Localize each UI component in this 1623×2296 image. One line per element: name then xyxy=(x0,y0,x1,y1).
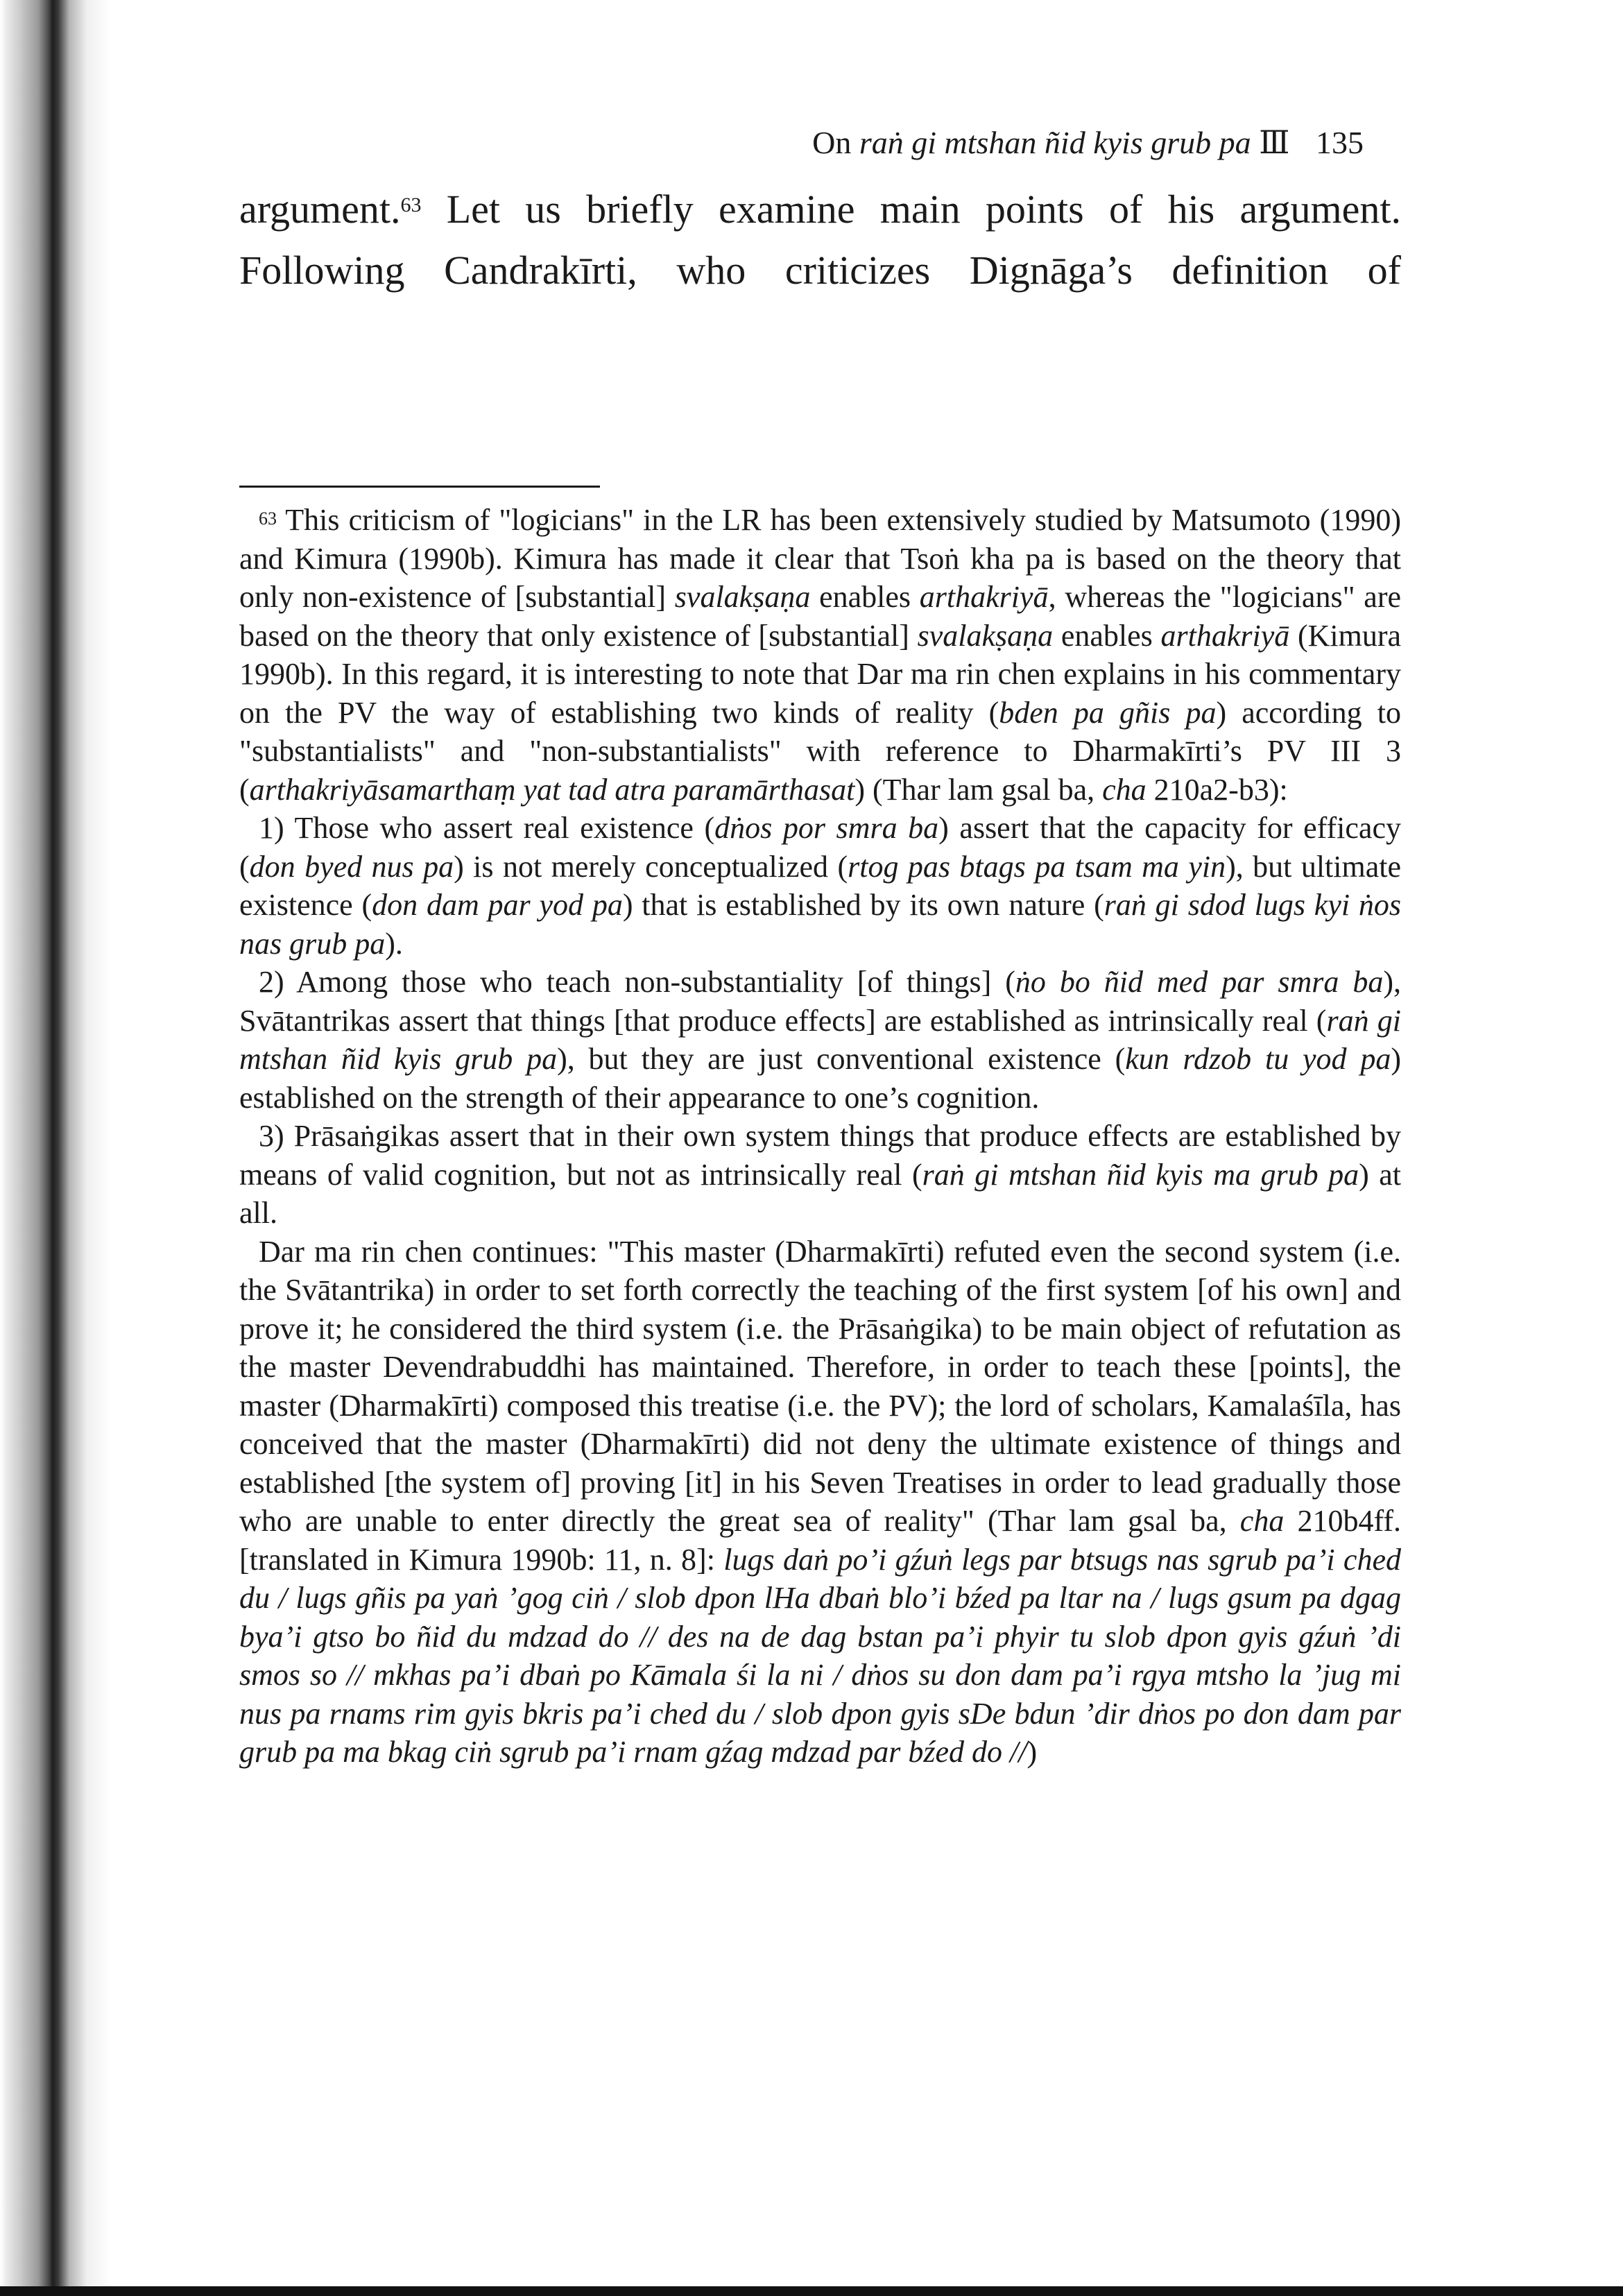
footnote-item-3: 3) Prāsaṅgikas assert that in their own system things that produce effects are established by means of valid cognition, but not as intrinsically real (raṅ gi mtshan ñid kyis ma grub pa) at all. xyxy=(239,1119,1402,1230)
page-bottom-edge xyxy=(0,2286,1623,2296)
running-head xyxy=(763,123,1364,161)
body-line-1a: argument. xyxy=(239,187,401,232)
body-line-2: Following Candrakīrti, who criticizes Dignāga’s definition of xyxy=(239,248,1401,293)
italic-term: raṅ gi sdod lugs kyi ṅos nas grub pa xyxy=(239,888,1402,961)
footnote-item-1: 1) Those who assert real existence (dṅos por smra ba) assert that the capacity for efficacy (don byed nus pa) is not merely conceptualized (rtog pas btags pa tsam ma yin), but ultimate existence (don dam par yod pa) that is established by its own nature (raṅ gi sdod lugs kyi ṅos nas grub pa). xyxy=(239,811,1402,961)
italic-term: arthakriyāsamarthaṃ yat tad atra paramārthasat xyxy=(249,772,855,807)
italic-term: ṅo bo ñid med par smra ba xyxy=(1015,965,1384,999)
italic-term: cha xyxy=(1239,1504,1285,1538)
italic-term: rtog pas btags pa tsam ma yin xyxy=(848,849,1226,884)
italic-term: bden pa gñis pa xyxy=(999,695,1217,730)
italic-term: don dam par yod pa xyxy=(372,888,623,922)
italic-term: cha xyxy=(1102,772,1147,807)
footnote-number: 63 xyxy=(259,508,277,529)
running-head-prefix: On xyxy=(812,125,852,160)
scan-binding-shadow xyxy=(0,0,111,2296)
italic-term: raṅ gi mtshan ñid kyis ma grub pa xyxy=(922,1157,1359,1192)
footnote-continuation: Dar ma rin chen continues: "This master (Dharmakīrti) refuted even the second system (i.e. the Svātantrika) in order to set forth correctly the teaching of the first system [of his own] and prove it; he considered the third system (i.e. the Prāsaṅgika) to be main object of refutation as the master Devendrabuddhi has maintained. Therefore, in order to teach these [points], the master (Dharmakīrti) composed this treatise (i.e. the PV); the lord of scholars, Kamalaśīla, has conceived that the master (Dharmakīrti) did not deny the ultimate existence of things and established [the system of] proving [it] in his Seven Treatises in order to lead gradually those who are unable to enter directly the great sea of reality" (Thar lam gsal ba, cha 210b4ff. [translated in Kimura 1990b: 11, n. 8]: lugs daṅ po’i gźuṅ legs par btsugs nas sgrub pa’i ched du / lugs gñis pa yaṅ ’gog ciṅ / slob dpon lHa dbaṅ blo’i bźed pa ltar na / lugs gsum pa dgag bya’i gtso bo ñid du mdzad do // des na de dag bstan pa’i phyir tu slob dpon gyis gźuṅ ’di smos so // mkhas pa’i dbaṅ po Kāmala śi la ni / dṅos su don dam pa’i rgya mtsho la ’jug mi nus pa rnams rim gyis bkris pa’i ched du / slob dpon gyis sDe bdun ’dir dṅos po don dam par grub pa ma bkag ciṅ sgrub pa’i rnam gźag mdzad par bźed do //) xyxy=(239,1234,1402,1769)
italic-term: lugs daṅ po’i gźuṅ legs par btsugs nas sgrub pa’i ched du / lugs gñis pa yaṅ ’gog ciṅ / slob dpon lHa dbaṅ blo’i bźed pa ltar na / lugs gsum pa dgag bya’i gtso bo ñid du mdzad do // des na de dag bstan pa’i phyir tu slob dpon gyis gźuṅ ’di smos so // mkhas pa’i dbaṅ po Kāmala śi la ni / dṅos su don dam pa’i rgya mtsho la ’jug mi nus pa rnams rim gyis bkris pa’i ched du / slob dpon gyis sDe bdun ’dir dṅos po don dam par grub pa ma bkag ciṅ sgrub pa’i rnam gźag mdzad par bźed do // xyxy=(239,1542,1401,1769)
italic-term: kun rdzob tu yod pa xyxy=(1125,1042,1391,1076)
footnote-paragraph xyxy=(239,501,1401,809)
main-body-text xyxy=(239,179,1401,301)
italic-term: dṅos por smra ba xyxy=(714,811,939,845)
italic-term: don byed nus pa xyxy=(249,849,454,884)
italic-term: arthakriyā xyxy=(1160,618,1290,653)
italic-term: arthakriyā xyxy=(919,580,1049,614)
italic-term: raṅ gi mtshan ñid kyis grub pa xyxy=(239,1003,1401,1076)
body-line-1b: Let us briefly examine main points of his argument. xyxy=(421,187,1401,232)
italic-term: svalakṣaṇa xyxy=(917,618,1054,653)
footnote-divider xyxy=(239,486,600,488)
italic-term: svalakṣaṇa xyxy=(674,580,811,614)
body-line-1 xyxy=(239,179,1401,240)
footnote-text: This criticism of "logicians" in the LR has been extensively studied by Matsumoto (1990) and Kimura (1990b). Kimura has made it clear that Tsoṅ kha pa is based on the theory that only non-existence of [substantial] svalakṣaṇa enables arthakriyā, whereas the "logicians" are based on the theory that only existence of [substantial] svalakṣaṇa enables arthakriyā (Kimura 1990b). In this regard, it is interesting to note that Dar ma rin chen explains in his commentary on the PV the way of establishing two kinds of reality (bden pa gñis pa) according to "substantialists" and "non-substantialists" with reference to Dharmakīrti’s PV III 3 (arthakriyāsamarthaṃ yat tad atra paramārthasat) (Thar lam gsal ba, cha 210a2-b3): xyxy=(239,503,1401,807)
running-head-title: raṅ gi mtshan ñid kyis grub pa xyxy=(859,125,1251,160)
footnote-item-2: 2) Among those who teach non-substantiality [of things] (ṅo bo ñid med par smra ba), Svātantrikas assert that things [that produce effects] are established as intrinsically real (raṅ gi mtshan ñid kyis grub pa), but they are just conventional existence (kun rdzob tu yod pa) established on the strength of their appearance to one’s cognition. xyxy=(239,965,1401,1115)
footnote-block xyxy=(239,501,1401,1772)
footnote-reference: 63 xyxy=(400,194,422,216)
running-head-part: Ⅲ xyxy=(1259,125,1290,160)
page-number: 135 xyxy=(1316,125,1364,160)
